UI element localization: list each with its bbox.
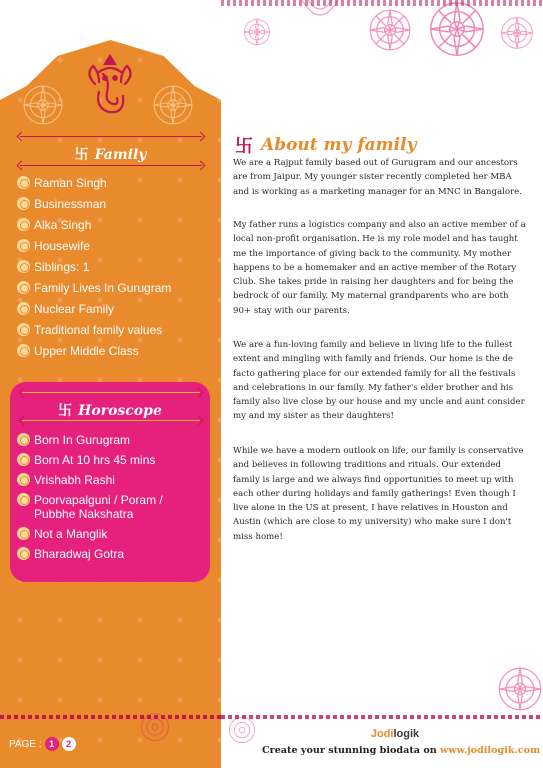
cta-text: Create your stunning biodata on bbox=[262, 745, 441, 756]
flower-bullet-icon bbox=[17, 433, 30, 446]
horoscope-item bbox=[17, 547, 207, 561]
about-heading bbox=[235, 132, 416, 158]
top-border bbox=[221, 0, 543, 6]
website-link[interactable]: www.jodilogik.com bbox=[440, 745, 541, 756]
flower-bullet-icon bbox=[17, 239, 30, 252]
mandala-icon bbox=[22, 84, 64, 126]
family-item-text: Raman Singh bbox=[34, 176, 107, 190]
family-item-text: Traditional family values bbox=[34, 323, 163, 337]
family-item bbox=[17, 344, 171, 358]
flower-bullet-icon bbox=[17, 344, 30, 357]
flower-bullet-icon bbox=[17, 197, 30, 210]
horoscope-divider-top bbox=[22, 392, 200, 393]
mandala-icon bbox=[428, 0, 486, 58]
family-list bbox=[17, 176, 171, 365]
flower-bullet-icon bbox=[17, 493, 30, 506]
mandala-icon bbox=[140, 712, 170, 742]
flower-bullet-icon bbox=[17, 547, 30, 560]
bottom-border bbox=[221, 715, 543, 719]
mandala-icon bbox=[500, 16, 534, 50]
about-paragraph: While we have a modern outlook on life, our family is conservative and believes in following traditions and rituals. Our extended family is large and we always find opportunities to meet up with each other during holidays and family gatherings! Even though I live alone in the US at present, I have relatives in Houston and Austin (which are close to my university) who make sure I don't miss home! bbox=[233, 446, 524, 542]
horoscope-list bbox=[17, 433, 207, 567]
family-item bbox=[17, 281, 171, 295]
about-paragraph: My father runs a logistics company and also an active member of a local non-profit organisation. He is my role model and has taught me the importance of giving back to the community. My mother happens to be a homemaker and an active member of the Rotary Club. She takes pride in raising her daughters and for being the bedrock of our family. My maternal grandparents who are both 90+ stay with our parents. bbox=[233, 220, 526, 316]
footer-cta bbox=[262, 745, 541, 756]
ganesha-icon bbox=[75, 50, 145, 120]
mandala-icon bbox=[368, 8, 412, 52]
swastika-icon: 卐 bbox=[235, 136, 253, 157]
horoscope-item bbox=[17, 433, 207, 447]
about-title: About my family bbox=[261, 135, 417, 155]
mandala-icon bbox=[300, 0, 340, 26]
about-paragraph: We are a fun-loving family and believe in living life to the fullest extent and mingling with family and friends. Our home is the de facto gathering place for our extended family for all the festivals and celebrations in our family. My father's elder brother and his family also live close by our house and my uncle and aunt consider my and my sister as their daughters! bbox=[233, 340, 525, 422]
flower-bullet-icon bbox=[17, 453, 30, 466]
swastika-icon: 卐 bbox=[58, 403, 73, 419]
family-item bbox=[17, 197, 171, 211]
family-item bbox=[17, 260, 171, 274]
horoscope-item-text: Poorvapalguni / Poram / Pubbhe Nakshatra bbox=[34, 493, 163, 521]
family-item-text: Upper Middle Class bbox=[34, 344, 139, 358]
page-1-button[interactable]: 1 bbox=[45, 737, 59, 751]
family-heading bbox=[0, 144, 221, 164]
pagination bbox=[9, 737, 76, 751]
horoscope-item-text: Vrishabh Rashi bbox=[34, 473, 115, 487]
flower-bullet-icon bbox=[17, 281, 30, 294]
horoscope-item-text: Bharadwaj Gotra bbox=[34, 547, 125, 561]
brand-prefix: Jodi bbox=[370, 728, 394, 740]
horoscope-item bbox=[17, 527, 207, 541]
flower-bullet-icon bbox=[17, 323, 30, 336]
mandala-icon bbox=[152, 84, 194, 126]
flower-bullet-icon bbox=[17, 218, 30, 231]
family-item-text: Alka Singh bbox=[34, 218, 92, 232]
family-divider-bottom bbox=[20, 165, 202, 166]
flower-bullet-icon bbox=[17, 260, 30, 273]
family-item-text: Siblings: 1 bbox=[34, 260, 90, 274]
family-item bbox=[17, 323, 171, 337]
brand-suffix: logik bbox=[393, 728, 420, 740]
sidebar-footer-border bbox=[0, 715, 221, 719]
flower-bullet-icon bbox=[17, 473, 30, 486]
horoscope-title: Horoscope bbox=[78, 403, 162, 419]
family-item-text: Nuclear Family bbox=[34, 302, 115, 316]
horoscope-item-text: Not a Manglik bbox=[34, 527, 108, 541]
family-item bbox=[17, 176, 171, 190]
horoscope-item-text: Born At 10 hrs 45 mins bbox=[34, 453, 156, 467]
flower-bullet-icon bbox=[17, 302, 30, 315]
horoscope-item bbox=[17, 473, 207, 487]
flower-bullet-icon bbox=[17, 527, 30, 540]
horoscope-item bbox=[17, 493, 207, 521]
horoscope-item-text: Born In Gurugram bbox=[34, 433, 131, 447]
family-item bbox=[17, 239, 171, 253]
page-label: PAGE : bbox=[9, 738, 42, 750]
horoscope-heading bbox=[10, 400, 210, 420]
about-paragraph: We are a Rajput family based out of Gurugram and our ancestors are from Jaipur. My younger sister recently completed her MBA and is working as a marketing manager for an MNC in Bangalore. bbox=[233, 158, 522, 197]
horoscope-item bbox=[17, 453, 207, 467]
mandala-icon bbox=[497, 666, 543, 712]
page-2-button[interactable]: 2 bbox=[62, 737, 76, 751]
family-item-text: Housewife bbox=[34, 239, 91, 253]
brand-logo bbox=[350, 728, 440, 740]
flower-bullet-icon bbox=[17, 176, 30, 189]
family-item-text: Businessman bbox=[34, 197, 107, 211]
family-divider-top bbox=[20, 136, 202, 137]
swastika-icon: 卐 bbox=[74, 147, 89, 163]
family-item-text: Family Lives In Gurugram bbox=[34, 281, 172, 295]
mandala-icon bbox=[228, 716, 256, 744]
family-item bbox=[17, 218, 171, 232]
mandala-icon bbox=[243, 18, 271, 46]
horoscope-divider-bottom bbox=[22, 420, 200, 421]
family-title: Family bbox=[94, 147, 147, 163]
family-item bbox=[17, 302, 171, 316]
